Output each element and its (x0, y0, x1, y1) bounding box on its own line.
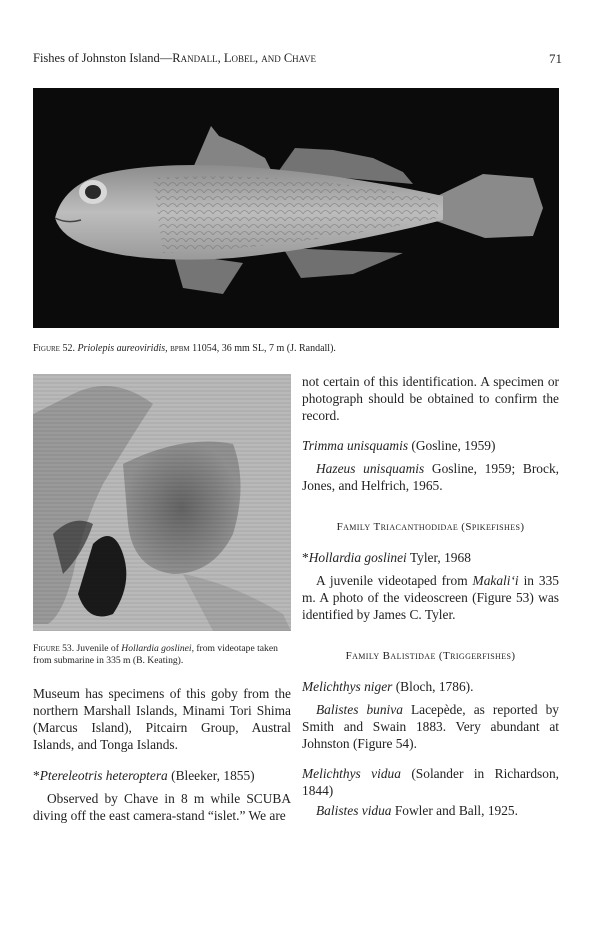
right-paragraph-1: not certain of this identification. A specimen or photograph should be obtained to confirm the record. (302, 374, 559, 423)
species-name: Balistes buniva (316, 702, 403, 717)
fish-illustration (33, 88, 559, 328)
species-name: Melichthys vidua (302, 766, 401, 781)
native-marker: * (33, 768, 40, 783)
synonym-hazeus (302, 460, 559, 494)
species-heading-melichthys-niger (302, 678, 559, 695)
species-author: Tyler, 1968 (406, 550, 471, 565)
left-paragraph-1: Museum has specimens of this goby from the northern Marshall Islands, Minami Tori Shima (Marcus Island), Pitcairn Group, Austral Islands, and Tonga Islands. (33, 686, 291, 752)
species-name: Hollardia goslinei, (121, 643, 194, 654)
figure-52-photo (33, 88, 559, 328)
species-heading-trimma (302, 437, 559, 454)
catalog-abbrev: bpbm (170, 343, 190, 354)
journal-title: Fishes of Johnston Island— (33, 51, 173, 65)
species-author: (Bloch, 1786). (392, 679, 474, 694)
synonym-balistes-vidua (302, 802, 559, 819)
caption-text-rest: from videotape taken from submarine in 335 m (B. Keating). (33, 643, 278, 666)
figure-52-caption (33, 343, 563, 354)
family-heading-triacanthodidae: Family Triacanthodidae (Spikefishes) (336, 521, 525, 533)
caption-text: Juvenile of (74, 643, 122, 654)
figure-53-caption (33, 643, 293, 667)
native-marker: * (302, 550, 309, 565)
species-author: (Solander in Richardson, 1844) (302, 766, 559, 798)
figure-label: Figure 52. (33, 343, 75, 354)
synonym-balistes-buniva (302, 701, 559, 752)
synonym-text: Gosline, 1959; Brock, Jones, and Helfrich, 1965. (302, 461, 559, 493)
species-heading-hollardia (302, 549, 559, 566)
page-number: 71 (549, 51, 562, 66)
species-heading-melichthys-vidua (302, 765, 559, 799)
species-name: Trimma unisquamis (302, 438, 409, 453)
hollardia-text-2: in 335 m. A photo of the videoscreen (Figure 53) was identified by James C. Tyler. (302, 573, 560, 622)
left-paragraph-2: Observed by Chave in 8 m while SCUBA diving off the east camera-stand “islet.” We are (33, 791, 291, 823)
species-name: Melichthys niger (302, 679, 393, 694)
species-author: (Bleeker, 1855) (167, 768, 255, 783)
species-name: Ptereleotris heteroptera (39, 768, 168, 783)
running-head (33, 51, 316, 66)
figure-label: Figure 53. (33, 643, 75, 654)
species-heading-ptereleotris (33, 767, 291, 784)
species-name: Priolepis aureoviridis, (77, 343, 168, 354)
species-name: Balistes vidua (316, 803, 392, 818)
videoscreen-image (33, 374, 291, 631)
hollardia-text-1: A juvenile videotaped from (316, 573, 473, 588)
family-heading-balistidae: Family Balistidae (Triggerfishes) (345, 650, 516, 662)
species-author: (Gosline, 1959) (408, 438, 496, 453)
caption-text: 11054, 36 mm SL, 7 m (J. Randall). (189, 343, 336, 354)
synonym-text: Lacepède, as reported by Smith and Swain 1883. Very abundant at Johnston (Figure 54). (302, 702, 559, 751)
synonym-text: Fowler and Ball, 1925. (391, 803, 518, 818)
hollardia-paragraph (302, 572, 559, 623)
vessel-name: Makali‘i (472, 573, 519, 588)
figure-53-photo (33, 374, 291, 631)
species-name: Hollardia goslinei (308, 550, 407, 565)
species-name: Hazeus unisquamis (316, 461, 425, 476)
authors: Randall, Lobel, and Chave (172, 51, 317, 65)
